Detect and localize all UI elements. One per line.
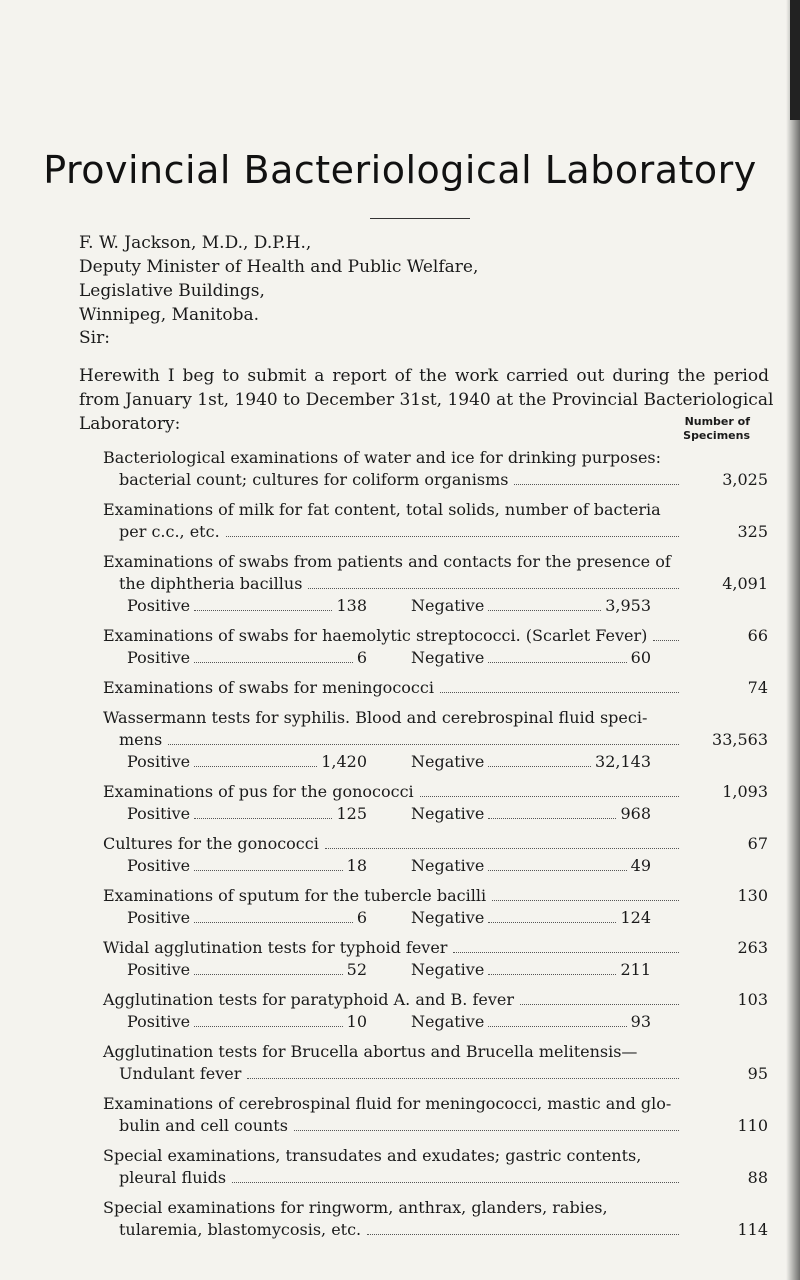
negative-count: 93	[630, 1012, 651, 1031]
entry-line	[103, 521, 768, 543]
specimen-count: 74	[747, 678, 768, 697]
positive-count: 52	[346, 960, 367, 979]
entry-description: per c.c., etc.	[119, 522, 220, 541]
positive-negative-row	[103, 1011, 683, 1033]
positive-result	[127, 855, 367, 877]
specimen-entry	[103, 447, 768, 491]
page-edge-dark-corner	[790, 0, 800, 120]
dot-leader	[226, 535, 679, 537]
entry-description: Examinations of swabs for meningococci	[103, 678, 434, 697]
entry-description: Examinations of milk for fat content, total solids, number of bacteria	[103, 500, 661, 519]
specimen-count: 4,091	[722, 574, 768, 593]
specimen-entry	[103, 625, 768, 669]
entry-line	[103, 1167, 768, 1189]
negative-result	[411, 595, 651, 617]
entry-description: Examinations of pus for the gonococci	[103, 782, 414, 801]
entry-description: Agglutination tests for paratyphoid A. and B. fever	[103, 990, 514, 1009]
entry-description: bulin and cell counts	[119, 1116, 288, 1135]
dot-leader	[488, 609, 601, 611]
entry-line	[103, 551, 683, 573]
dot-leader	[168, 743, 679, 745]
positive-result	[127, 803, 367, 825]
entry-line	[103, 885, 768, 907]
dot-leader	[308, 587, 679, 589]
negative-result	[411, 647, 651, 669]
intro-paragraph	[79, 364, 774, 436]
entry-line	[103, 833, 768, 855]
entry-line	[103, 677, 768, 699]
dot-leader	[440, 691, 679, 693]
negative-count: 32,143	[595, 752, 651, 771]
entry-line	[103, 1093, 683, 1115]
entry-line	[103, 625, 768, 647]
positive-label: Positive	[127, 908, 191, 927]
negative-count: 124	[620, 908, 651, 927]
positive-negative-row	[103, 907, 683, 929]
negative-result	[411, 959, 651, 981]
specimen-count: 263	[737, 938, 768, 957]
negative-result	[411, 907, 651, 929]
negative-result	[411, 751, 651, 773]
dot-leader	[488, 1025, 626, 1027]
positive-label: Positive	[127, 856, 191, 875]
negative-label: Negative	[411, 960, 485, 979]
specimen-entry	[103, 707, 768, 773]
entry-line	[103, 781, 768, 803]
dot-leader	[194, 1025, 343, 1027]
entry-description: Widal agglutination tests for typhoid fever	[103, 938, 448, 957]
negative-count: 968	[620, 804, 651, 823]
dot-leader	[294, 1129, 679, 1131]
positive-result	[127, 647, 367, 669]
specimen-count: 114	[737, 1220, 768, 1239]
entry-description: Cultures for the gonococci	[103, 834, 319, 853]
specimen-entry	[103, 1197, 768, 1241]
dot-leader	[325, 847, 679, 849]
entry-line	[103, 1115, 768, 1137]
positive-label: Positive	[127, 596, 191, 615]
entry-description: pleural fluids	[119, 1168, 227, 1187]
dot-leader	[514, 483, 679, 485]
negative-label: Negative	[411, 648, 485, 667]
specimen-count: 95	[747, 1064, 768, 1083]
specimen-count: 88	[747, 1168, 768, 1187]
positive-result	[127, 751, 367, 773]
negative-result	[411, 803, 651, 825]
negative-label: Negative	[411, 804, 485, 823]
specimen-count: 3,025	[722, 470, 768, 489]
entry-description: Special examinations for ringworm, anthrax, glanders, rabies,	[103, 1198, 608, 1217]
entry-line	[103, 1219, 768, 1241]
specimen-entry	[103, 937, 768, 981]
specimen-entry	[103, 781, 768, 825]
negative-label: Negative	[411, 856, 485, 875]
negative-label: Negative	[411, 1012, 485, 1031]
specimen-entry	[103, 989, 768, 1033]
negative-count: 211	[620, 960, 651, 979]
dot-leader	[232, 1181, 679, 1183]
positive-negative-row	[103, 595, 683, 617]
positive-label: Positive	[127, 752, 191, 771]
intro-line: from January 1st, 1940 to December 31st, 1940 at the Provincial Bacteriological	[79, 390, 774, 410]
entry-description: Examinations of swabs from patients and contacts for the presence of	[103, 552, 671, 571]
positive-result	[127, 959, 367, 981]
dot-leader	[194, 973, 343, 975]
negative-label: Negative	[411, 752, 485, 771]
positive-count: 1,420	[321, 752, 367, 771]
entry-line	[103, 1145, 683, 1167]
entry-description: tularemia, blastomycosis, etc.	[119, 1220, 362, 1239]
entry-description: Undulant fever	[119, 1064, 242, 1083]
entry-line	[103, 1197, 683, 1219]
dot-leader	[194, 661, 353, 663]
specimen-count: 67	[747, 834, 768, 853]
dot-leader	[492, 899, 679, 901]
entry-line	[103, 937, 768, 959]
specimen-count: 1,093	[722, 782, 768, 801]
addressee-city: Winnipeg, Manitoba.	[79, 305, 259, 325]
specimen-entry	[103, 1041, 768, 1085]
specimen-count: 325	[737, 522, 768, 541]
negative-count: 3,953	[605, 596, 651, 615]
specimen-entry	[103, 833, 768, 877]
dot-leader	[488, 973, 616, 975]
positive-label: Positive	[127, 960, 191, 979]
specimen-entry	[103, 885, 768, 929]
negative-label: Negative	[411, 596, 485, 615]
page-title: Provincial Bacteriological Laboratory	[43, 148, 757, 192]
positive-count: 6	[356, 908, 367, 927]
specimen-count: 110	[737, 1116, 768, 1135]
addressee-building: Legislative Buildings,	[79, 281, 265, 301]
positive-negative-row	[103, 803, 683, 825]
positive-result	[127, 907, 367, 929]
intro-line: Laboratory:	[79, 414, 181, 434]
column-header-line: Specimens	[683, 429, 750, 442]
positive-count: 6	[356, 648, 367, 667]
specimen-list	[103, 447, 768, 1249]
entry-line	[103, 447, 683, 469]
entry-description: Bacteriological examinations of water and ice for drinking purposes:	[103, 448, 662, 467]
intro-line: Herewith I beg to submit a report of the work carried out during the period	[79, 366, 769, 386]
column-header-line: Number of	[684, 415, 750, 428]
dot-leader	[453, 951, 679, 953]
addressee-name: F. W. Jackson, M.D., D.P.H.,	[79, 233, 312, 253]
dot-leader	[194, 765, 317, 767]
specimen-count: 66	[747, 626, 768, 645]
entry-line	[103, 707, 683, 729]
specimen-count: 130	[737, 886, 768, 905]
title-divider	[370, 218, 470, 219]
dot-leader	[194, 609, 332, 611]
entry-description: Agglutination tests for Brucella abortus and Brucella melitensis—	[103, 1042, 638, 1061]
positive-label: Positive	[127, 648, 191, 667]
dot-leader	[420, 795, 679, 797]
negative-label: Negative	[411, 908, 485, 927]
entry-description: the diphtheria bacillus	[119, 574, 303, 593]
entry-description: Examinations of swabs for haemolytic streptococci. (Scarlet Fever)	[103, 626, 648, 645]
addressee-block	[79, 231, 478, 327]
addressee-position: Deputy Minister of Health and Public Welfare,	[79, 257, 479, 277]
entry-description: Special examinations, transudates and exudates; gastric contents,	[103, 1146, 642, 1165]
dot-leader	[247, 1077, 679, 1079]
positive-negative-row	[103, 647, 683, 669]
positive-label: Positive	[127, 1012, 191, 1031]
entry-line	[103, 469, 768, 491]
column-header	[683, 415, 750, 443]
positive-count: 18	[346, 856, 367, 875]
positive-count: 138	[336, 596, 367, 615]
dot-leader	[520, 1003, 679, 1005]
positive-label: Positive	[127, 804, 191, 823]
specimen-entry	[103, 1093, 768, 1137]
dot-leader	[653, 639, 679, 641]
entry-line	[103, 1041, 683, 1063]
entry-description: Examinations of cerebrospinal fluid for meningococci, mastic and glo-	[103, 1094, 672, 1113]
entry-line	[103, 1063, 768, 1085]
dot-leader	[367, 1233, 679, 1235]
dot-leader	[194, 817, 332, 819]
specimen-entry	[103, 551, 768, 617]
dot-leader	[488, 661, 626, 663]
negative-result	[411, 855, 651, 877]
specimen-entry	[103, 499, 768, 543]
specimen-count: 33,563	[712, 730, 768, 749]
page-edge-shadow	[786, 0, 800, 1280]
entry-description: Examinations of sputum for the tubercle bacilli	[103, 886, 487, 905]
positive-result	[127, 595, 367, 617]
positive-count: 125	[336, 804, 367, 823]
dot-leader	[194, 869, 343, 871]
entry-line	[103, 499, 683, 521]
specimen-entry	[103, 677, 768, 699]
positive-result	[127, 1011, 367, 1033]
entry-line	[103, 573, 768, 595]
negative-result	[411, 1011, 651, 1033]
dot-leader	[488, 817, 616, 819]
entry-line	[103, 989, 768, 1011]
dot-leader	[488, 765, 591, 767]
dot-leader	[194, 921, 353, 923]
dot-leader	[488, 869, 626, 871]
salutation: Sir:	[79, 328, 110, 348]
positive-negative-row	[103, 751, 683, 773]
entry-description: Wassermann tests for syphilis. Blood and cerebrospinal fluid speci-	[103, 708, 648, 727]
negative-count: 60	[630, 648, 651, 667]
positive-negative-row	[103, 855, 683, 877]
entry-description: mens	[119, 730, 163, 749]
positive-negative-row	[103, 959, 683, 981]
positive-count: 10	[346, 1012, 367, 1031]
specimen-entry	[103, 1145, 768, 1189]
entry-line	[103, 729, 768, 751]
specimen-count: 103	[737, 990, 768, 1009]
negative-count: 49	[630, 856, 651, 875]
entry-description: bacterial count; cultures for coliform organisms	[119, 470, 509, 489]
dot-leader	[488, 921, 616, 923]
